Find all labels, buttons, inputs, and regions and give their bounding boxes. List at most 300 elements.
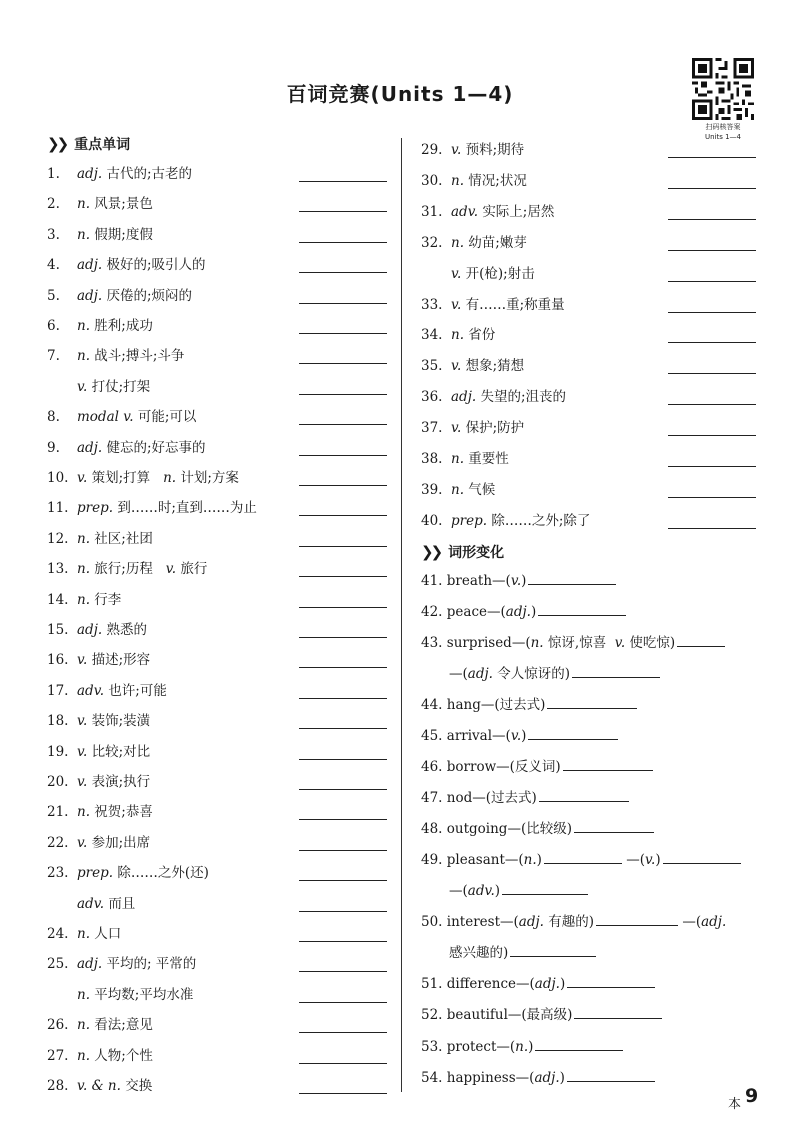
item-pos: v.: [77, 470, 88, 486]
item-meaning: 策划;打算: [91, 470, 151, 486]
answer-blank[interactable]: [572, 677, 660, 678]
item-pos: adj.: [77, 257, 103, 274]
item-meaning: 熟悉的: [106, 622, 147, 638]
item-meaning: 表演;执行: [91, 774, 151, 790]
item-number: 38.: [421, 451, 443, 467]
answer-blank[interactable]: [299, 394, 387, 395]
form-item-41: [421, 572, 616, 590]
vocab-item: [421, 481, 495, 499]
answer-blank[interactable]: [299, 728, 387, 729]
vocab-item: [47, 560, 207, 578]
answer-blank[interactable]: [299, 333, 387, 334]
qr-caption: [683, 122, 763, 142]
item-meaning: 胜利;成功: [94, 318, 153, 334]
item-number: 45.: [421, 728, 443, 744]
form-item-50: [421, 913, 726, 931]
vocab-item: [47, 803, 153, 821]
item-word: —(: [626, 852, 646, 868]
item-number: 31.: [421, 203, 443, 220]
answer-blank[interactable]: [596, 925, 678, 926]
item-pos: n.: [451, 234, 464, 251]
item-pos: v.: [77, 743, 88, 760]
item-meaning: 看法;意见: [94, 1017, 153, 1034]
item-meaning: 交换: [125, 1078, 153, 1094]
answer-blank[interactable]: [299, 789, 387, 790]
answer-blank[interactable]: [538, 615, 626, 616]
answer-blank[interactable]: [299, 455, 387, 456]
item-pos: adj.: [467, 666, 493, 682]
section-key-words-label: 重点单词: [74, 137, 131, 153]
item-number: 8.: [47, 409, 60, 426]
answer-blank[interactable]: [677, 646, 725, 647]
item-number: 25.: [47, 956, 69, 973]
vocab-item: [47, 895, 135, 913]
item-meaning: 旅行: [180, 561, 208, 578]
form-item-53: [421, 1038, 623, 1056]
item-number: 18.: [47, 713, 69, 730]
item-word: interest—(: [446, 914, 519, 930]
item-meaning: 平均数;平均水准: [94, 986, 194, 1003]
answer-blank[interactable]: [535, 1050, 623, 1051]
item-pos: n.: [77, 226, 90, 243]
answer-blank[interactable]: [668, 188, 756, 189]
item-close: ): [559, 1070, 565, 1086]
item-pos: n.: [77, 196, 90, 213]
item-pos: v.: [451, 265, 462, 282]
item-word: beautiful—(最高级): [446, 1007, 573, 1023]
answer-blank[interactable]: [299, 242, 387, 243]
answer-blank[interactable]: [299, 759, 387, 760]
item-word: peace—(: [446, 604, 506, 620]
answer-blank[interactable]: [299, 911, 387, 912]
vocab-item: [47, 256, 206, 274]
item-meaning: 省份: [468, 327, 496, 344]
item-close: ): [655, 852, 661, 868]
item-pos: v.: [645, 852, 656, 868]
item-meaning: 开(枪);射击: [465, 265, 535, 282]
answer-blank[interactable]: [299, 971, 387, 972]
answer-blank[interactable]: [510, 956, 596, 957]
item-word: difference—(: [446, 976, 535, 992]
item-meaning: 古代的;古老的: [106, 166, 193, 182]
item-pos: prep.: [77, 500, 114, 517]
answer-blank[interactable]: [299, 424, 387, 425]
item-pos: v.: [77, 774, 88, 790]
answer-blank[interactable]: [502, 894, 588, 895]
item-pos: adv.: [77, 895, 105, 912]
answer-blank[interactable]: [528, 739, 618, 740]
item-pos: n.: [77, 1017, 90, 1034]
item-word: happiness—(: [446, 1070, 535, 1086]
double-chevron-icon: ❯❯: [421, 543, 441, 561]
vocab-item: [421, 172, 527, 190]
item-pos: n.: [77, 318, 90, 334]
item-pos: adj.: [77, 956, 103, 973]
item-number: 26.: [47, 1017, 69, 1034]
answer-blank[interactable]: [574, 1018, 662, 1019]
footer-book-mark: 本: [728, 1097, 742, 1112]
answer-blank[interactable]: [299, 515, 387, 516]
item-number: 42.: [421, 604, 443, 620]
item-word: breath—(: [446, 573, 511, 589]
item-meaning: 厌倦的;烦闷的: [106, 287, 193, 304]
item-number: 37.: [421, 420, 443, 437]
answer-blank[interactable]: [547, 708, 637, 709]
item-number: 51.: [421, 976, 443, 992]
item-pos: n.: [77, 348, 90, 365]
item-word: outgoing—(比较级): [446, 821, 572, 837]
item-number: 13.: [47, 561, 69, 578]
item-pos: n.: [523, 852, 537, 868]
item-pos: n.: [77, 561, 90, 578]
form-item-49: [421, 851, 741, 869]
column-divider: [401, 138, 402, 1092]
item-word: surprised—(: [446, 635, 531, 651]
item-pos: v.: [77, 652, 88, 669]
vocab-item: [47, 226, 153, 244]
item-number: 5.: [47, 287, 60, 304]
item-pos: adj.: [77, 287, 103, 304]
vocab-item: [421, 265, 535, 283]
item-meaning: 计划;方案: [180, 470, 239, 486]
item-meaning: 除……之外(还): [117, 865, 209, 882]
item-meaning: 打仗;打架: [91, 378, 151, 395]
answer-blank[interactable]: [299, 546, 387, 547]
answer-blank[interactable]: [668, 373, 756, 374]
item-number: 49.: [421, 852, 443, 868]
item-number: 10.: [47, 470, 69, 486]
answer-blank[interactable]: [567, 987, 655, 988]
answer-blank[interactable]: [299, 303, 387, 304]
item-meaning: 风景;景色: [94, 196, 153, 213]
answer-blank[interactable]: [299, 698, 387, 699]
answer-blank[interactable]: [539, 801, 629, 802]
answer-blank[interactable]: [299, 1002, 387, 1003]
item-pos: v.: [165, 561, 177, 578]
vocab-item: [47, 165, 192, 183]
item-meaning: 惊讶,惊喜: [547, 635, 607, 651]
vocab-item: [421, 419, 524, 437]
item-meaning: 而且: [108, 895, 136, 912]
item-number: 6.: [47, 318, 60, 334]
item-close: ): [521, 573, 527, 589]
item-pos: n.: [451, 327, 464, 344]
item-word: hang—(过去式): [446, 697, 546, 713]
item-number: 7.: [47, 348, 60, 365]
item-number: 44.: [421, 697, 443, 713]
item-pos: adj.: [451, 389, 477, 406]
item-meaning: 想象;猜想: [465, 358, 525, 375]
item-number: 21.: [47, 804, 69, 821]
item-word: pleasant—(: [446, 852, 524, 868]
answer-blank[interactable]: [663, 863, 741, 864]
item-pos: n.: [77, 804, 90, 821]
vocab-item: [421, 326, 495, 344]
item-number: 36.: [421, 389, 443, 406]
answer-blank[interactable]: [668, 157, 756, 158]
answer-blank[interactable]: [299, 607, 387, 608]
item-meaning: 有……重;称重量: [465, 296, 565, 313]
answer-blank[interactable]: [299, 819, 387, 820]
item-word: nod—(过去式): [446, 790, 537, 806]
item-close: ): [536, 852, 542, 868]
vocab-item: [421, 512, 590, 530]
form-item-42: [421, 603, 626, 621]
answer-blank[interactable]: [299, 637, 387, 638]
item-meaning: 实际上;居然: [482, 203, 555, 220]
vocab-item: [47, 439, 206, 457]
answer-blank[interactable]: [299, 1063, 387, 1064]
item-number: 4.: [47, 257, 60, 274]
item-close: ): [494, 883, 501, 899]
item-number: 20.: [47, 774, 69, 790]
item-close: ): [559, 976, 566, 992]
item-meaning: 人物;个性: [94, 1047, 153, 1064]
item-meaning: 极好的;吸引人的: [106, 257, 206, 274]
item-word: protect—(: [446, 1039, 516, 1055]
item-pos: n.: [530, 635, 544, 651]
answer-blank[interactable]: [668, 342, 756, 343]
item-meaning: 可能;可以: [137, 409, 197, 426]
item-number: 48.: [421, 821, 443, 837]
vocab-item: [47, 469, 239, 487]
answer-blank[interactable]: [299, 941, 387, 942]
item-number: 40.: [421, 512, 443, 529]
item-number: 32.: [421, 234, 443, 251]
vocab-item: [47, 499, 257, 517]
item-pos: v.: [614, 635, 626, 651]
item-pos: adv.: [77, 682, 105, 699]
answer-blank[interactable]: [299, 880, 387, 881]
answer-blank[interactable]: [544, 863, 622, 864]
form-item-43: [421, 634, 725, 652]
item-pos: adv.: [467, 883, 495, 899]
vocab-item: [47, 408, 196, 426]
form-item-50b: [449, 944, 596, 962]
item-number: 50.: [421, 914, 443, 930]
item-pos: n.: [77, 530, 90, 547]
vocab-item: [421, 388, 566, 406]
vocab-item: [47, 1047, 153, 1065]
item-pos: n.: [451, 451, 464, 467]
item-word: —(: [449, 666, 468, 682]
item-pos: v.: [451, 420, 462, 437]
answer-blank[interactable]: [668, 466, 756, 467]
item-pos: n.: [77, 591, 90, 608]
vocab-item: [421, 296, 565, 314]
qr-caption-line1: 扫码核答案: [705, 123, 741, 131]
item-meaning: 行李: [94, 591, 122, 608]
item-number: 43.: [421, 635, 443, 651]
item-pos: v.: [451, 358, 462, 375]
item-number: 17.: [47, 682, 69, 699]
item-meaning: 比较;对比: [91, 743, 151, 760]
item-number: 34.: [421, 327, 443, 344]
form-item-52: [421, 1006, 662, 1024]
item-meaning: 健忘的;好忘事的: [106, 439, 206, 456]
form-item-47: [421, 789, 629, 807]
item-pos: adj.: [505, 604, 531, 620]
item-number: 52.: [421, 1007, 443, 1023]
item-pos: v.: [510, 573, 522, 589]
item-pos: n.: [77, 926, 90, 942]
answer-blank[interactable]: [299, 1032, 387, 1033]
answer-blank[interactable]: [299, 1093, 387, 1094]
item-meaning: 到……时;直到……为止: [117, 500, 257, 517]
item-meaning: 祝贺;恭喜: [94, 804, 153, 821]
page-title: 百词竞赛(Units 1—4): [286, 82, 514, 106]
form-item-44: [421, 696, 637, 714]
item-number: 2.: [47, 196, 60, 213]
item-pos: adv.: [451, 203, 479, 220]
item-number: 54.: [421, 1070, 443, 1086]
answer-blank[interactable]: [299, 850, 387, 851]
form-item-45: [421, 727, 618, 745]
item-number: 24.: [47, 926, 69, 942]
vocab-item: [421, 450, 509, 468]
item-pos: v. & n.: [77, 1078, 121, 1094]
item-meaning: 也许;可能: [108, 682, 167, 699]
item-number: 29.: [421, 142, 443, 158]
item-word: —(: [449, 883, 468, 899]
answer-blank[interactable]: [668, 528, 756, 529]
item-number: 35.: [421, 358, 443, 375]
item-number: 33.: [421, 296, 443, 313]
vocab-item: [47, 591, 121, 609]
item-pos: n.: [451, 481, 464, 498]
vocab-item: [47, 834, 150, 852]
item-number: 3.: [47, 226, 60, 243]
item-meaning: 情况;状况: [468, 172, 527, 189]
form-item-49b: [449, 882, 588, 900]
item-meaning: 旅行;历程: [94, 561, 153, 578]
vocab-item: [47, 986, 193, 1004]
vocab-item: [47, 621, 147, 639]
item-word: —(: [682, 914, 702, 930]
item-pos: adj.: [518, 914, 544, 930]
item-pos: n.: [163, 470, 177, 486]
item-meaning: 重要性: [468, 451, 509, 467]
answer-blank[interactable]: [299, 576, 387, 577]
answer-blank[interactable]: [668, 281, 756, 282]
item-close: 使吃惊): [629, 635, 676, 651]
vocab-item: [47, 347, 184, 365]
item-word: arrival—(: [446, 728, 511, 744]
item-number: 30.: [421, 172, 443, 189]
item-close: 令人惊讶的): [497, 666, 571, 682]
answer-blank[interactable]: [668, 404, 756, 405]
answer-blank[interactable]: [528, 584, 616, 585]
item-number: 9.: [47, 439, 60, 456]
vocab-item: [47, 317, 153, 335]
section-word-forms-label: 词形变化: [448, 545, 505, 561]
answer-blank[interactable]: [299, 485, 387, 486]
answer-blank[interactable]: [299, 181, 387, 182]
item-number: 28.: [47, 1078, 69, 1094]
answer-blank[interactable]: [567, 1081, 655, 1082]
vocab-item: [47, 712, 150, 730]
item-number: 39.: [421, 481, 443, 498]
form-item-51: [421, 975, 655, 993]
answer-blank[interactable]: [668, 435, 756, 436]
form-item-46: [421, 758, 653, 776]
form-item-43b: [449, 665, 660, 683]
form-item-48: [421, 820, 654, 838]
item-pos: adj.: [534, 1070, 560, 1086]
item-number: 22.: [47, 834, 69, 851]
item-number: 27.: [47, 1047, 69, 1064]
vocab-item: [47, 925, 121, 943]
vocab-item: [47, 955, 196, 973]
answer-blank[interactable]: [668, 497, 756, 498]
item-pos: adj.: [77, 622, 103, 638]
item-number: 1.: [47, 166, 60, 182]
item-number: 11.: [47, 500, 69, 517]
item-pos: n.: [77, 986, 90, 1003]
item-meaning: 平均的; 平常的: [106, 956, 197, 973]
item-close: 有趣的): [548, 914, 595, 930]
item-close: ): [528, 1039, 534, 1055]
answer-blank[interactable]: [299, 211, 387, 212]
answer-blank[interactable]: [668, 219, 756, 220]
qr-code-icon: [692, 58, 754, 120]
answer-blank[interactable]: [668, 312, 756, 313]
item-number: 19.: [47, 743, 69, 760]
item-pos: v.: [451, 142, 462, 158]
item-pos: v.: [510, 728, 522, 744]
item-pos: adj.: [701, 914, 727, 930]
item-pos: n.: [515, 1039, 529, 1055]
answer-blank[interactable]: [563, 770, 653, 771]
item-word: borrow—(反义词): [446, 759, 561, 775]
vocab-item: [47, 743, 150, 761]
answer-blank[interactable]: [668, 250, 756, 251]
item-number: 14.: [47, 591, 69, 608]
answer-blank[interactable]: [299, 272, 387, 273]
vocab-item: [421, 357, 524, 375]
section-word-forms: [421, 542, 504, 562]
section-key-words: [47, 134, 130, 154]
form-item-54: [421, 1069, 655, 1087]
vocab-item: [47, 530, 153, 548]
item-pos: v.: [77, 378, 88, 395]
item-pos: n.: [451, 172, 464, 189]
item-meaning: 假期;度假: [94, 226, 153, 243]
item-number: 15.: [47, 622, 69, 638]
item-meaning: 幼苗;嫩芽: [468, 234, 527, 251]
item-pos: prep.: [451, 512, 488, 529]
answer-blank[interactable]: [299, 667, 387, 668]
qr-caption-line2: Units 1—4: [704, 133, 742, 141]
vocab-item: [47, 864, 209, 882]
answer-blank[interactable]: [574, 832, 654, 833]
item-number: 47.: [421, 790, 443, 806]
item-meaning: 预料;期待: [465, 142, 525, 158]
vocab-item: [47, 195, 153, 213]
item-number: 23.: [47, 865, 69, 882]
vocab-item: [421, 234, 527, 252]
vocab-item: [47, 773, 150, 791]
vocab-item: [47, 378, 150, 396]
vocab-item: [421, 203, 554, 221]
item-number: 46.: [421, 759, 443, 775]
item-pos: adj.: [534, 976, 560, 992]
vocab-item: [47, 651, 150, 669]
answer-blank[interactable]: [299, 363, 387, 364]
double-chevron-icon: ❯❯: [47, 135, 67, 153]
vocab-item: [47, 682, 167, 700]
item-number: 53.: [421, 1039, 443, 1055]
